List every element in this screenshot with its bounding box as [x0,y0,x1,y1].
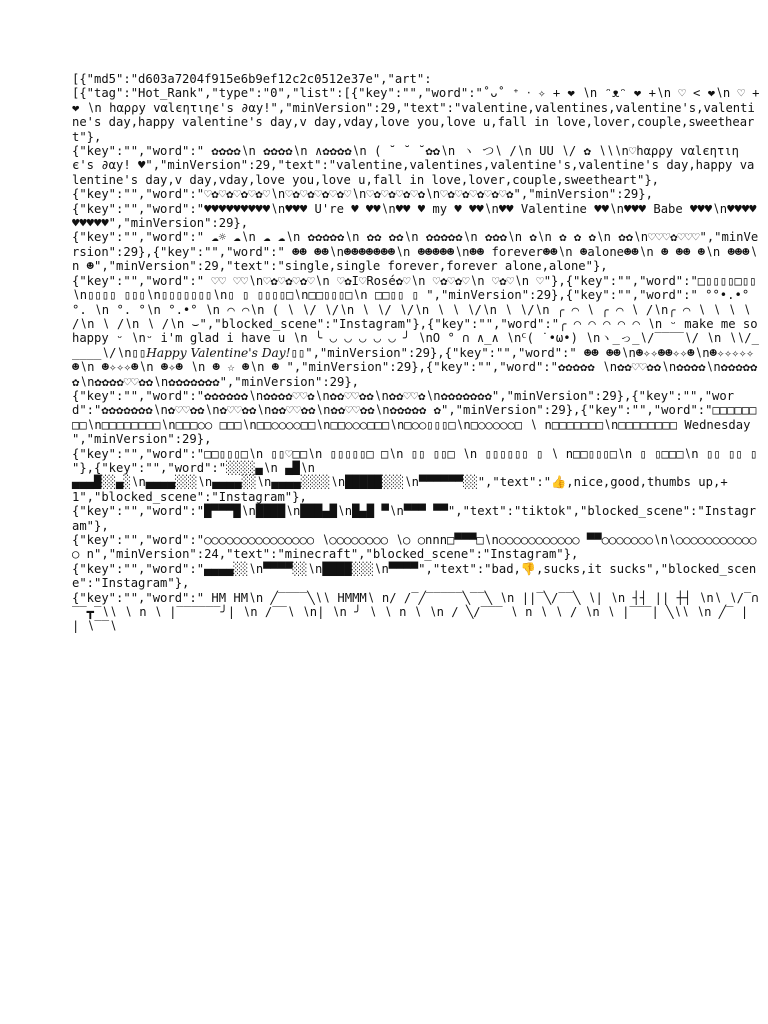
md5-line: [{"md5":"d603a7204f915e6b9ef12c2c0512e37e","art": [72,72,432,86]
entry-2: ","minVersion":29,"text":"valentine,valentines,valentine's,valentine's day,happy valentine's day,v day,vday,love you,love u,fall in love,lover,couple,sweetheart"}, [72,100,755,144]
entry-4: {"key":"","word":"♡✿♡✿♡✿♡✿♡∖n♡✿♡✿♡✿♡✿♡∖n♡✿♡✿♡✿♡✿∖n♡✿♡✿♡✿♡✿♡✿","minVersion":29}, [72,187,653,202]
thumbs-up-art: ▄▄▄█░░▄░∖n▄▄▄▄░░░∖n▄▄▄▄░░∖n▄▄▄▄░░░░∖n█████░░░∖n▀▀▀▀▀▀░░ [72,475,478,490]
bad-tags: ","text":"bad,👎,sucks,it sucks","blocked_scene":"Instagram"}, [72,561,757,591]
tag-line: [{"tag":"Hot_Rank","type":"0","list":[{"key":"","word":" [72,86,483,101]
entry-5: {"key":"","word":"♥♥♥♥♥♥♥♥♥∖n♥♥♥ U're ♥ ♥♥∖n♥♥ ♥ my ♥ ♥♥∖n♥♥ Valentine ♥♥∖n♥♥♥ Babe ♥♥♥∖n♥♥♥♥♥♥♥♥♥","minVersion":29}, [72,201,757,231]
tiktok-tags: ","text":"tiktok","blocked_scene":"Instagram"}, [72,504,757,533]
entry-7: {"key":"","word":" ♡♡ ♡♡∖n♡✿♡✿♡✿♡∖n ♡✿I♡Rosé✿♡∖n ♡✿♡✿♡∖n ♡✿♡∖n ♡"},{"key":"","word":"□▯▯▯▯□▯▯∖n▯▯▯▯ ▯▯▯∖n▯▯▯▯▯▯▯∖n▯ ▯ ▯▯▯▯□∖n□□▯▯▯□∖n □□▯▯ ▯ ","minVersion":29},{"key":"","word":" °°•.•°°. ∖n °. °∖n °.•° ∖n ⌒ ⌒∖n ( ∖ ∖/ ∖/∖n ∖ ∖/ ∖/∖n ∖ ∖ ∖/∖n ∖ ∖/∖n ╭ ⌒ ∖ ╭ ⌒ ∖ /∖n╭ ⌒ ∖ ∖ ∖ ∖ /∖n ∖ /∖n ∖ /∖n ⌣","blocked_scene":"Instagram"},{"key":"","word":"╭ ◠ ◠ ◠ ◠ ◠ ∖n ᵕ make me so happy ᵕ ∖nᵕ i'm glad i have u ∖n ╰ ◡ ◡ ◡ ◡ ◡ ╯ ∖nO ° ∩ ∧_∧ ∖nᑦ( ˙•ω•) ∖nヽ_っ_∖/‾‾‾‾∖/ ∖n ∖∖/_____∖/∖n▯▯ [72,273,765,360]
minecraft-art: {"key":"","word":"○○○○○○○○○○○○○○○ ∖○○○○○○○○ ∖○ ○nnn□▀▀▀□∖n○○○○○○○○○○○ ▀▀○○○○○○○∖n∖○○○○○○○○○○○○ n [72,533,757,562]
entry-19: {"key":"","word":" [72,561,205,576]
entry-11: {"key":"","word":"□□▯▯▯□∖n ▯▯♡□□∖n ▯▯▯▯▯□ □∖n ▯▯ ▯▯□ ∖n ▯▯▯▯▯▯ ▯ ∖ n□□▯▯▯□∖n ▯ ▯□□□∖n ▯▯ ▯▯ ▯ "},{"key":"","word":"░░░░▄∖n ▄█∖n [72,446,765,475]
entry-14: {"key":"","word":" [72,504,205,519]
entry-22: {"key":"","word":" HM HM∖n ╱‾‾‾‾╲∖∖ HMMM∖ n/ /‾╱‾‾‾‾‾╲‾‾╲ ∖n ||‾╲/‾‾╲ ∖| ∖n ┤┤ || ┼┤ ∖n∖ ∖/‾∩‾‾┳‾∖∖ ∖ n ∖ |‾‾‾‾‾‾╯| ∖n ∕‾‾∖ ∖n| ∖n ╯ ∖ ∖ n ∖ ∖n ∕ ╲∕‾‾‾ ∖ n ∖ ∖ / ∖n ∖ |‾‾‾| ╲∖∖ ∖n ╱‾ | | ∖‾‾∖ [72,590,759,634]
entry-9: ▯▯","minVersion":29},{"key":"","word":" ☻☻ ☻☻∖n☻✧✧☻☻✧✧☻∖n☻✧✧✧✧✧☻∖n ☻✧✧✧☻∖n ☻✧☻ ∖n ☻ ☆ ☻∖n ☻ ","minVersion":29},{"key":"","word":"✿✿✿✿✿ ∖n✿✿♡♡✿✿∖n✿✿✿✿∖n✿✿✿✿✿✿∖n✿✿✿✿♡♡✿✿∖n✿✿✿✿✿✿✿","minVersion":29}, [72,345,758,389]
valentine-italic-text: Happy Valentine's Day! [146,345,291,360]
bad-art: ▄▄▄▄░░∖n▀▀▀▀░░∖n████░░░∖n▀▀▀▀ [204,561,419,576]
tiktok-art: █▀▀▀█∖n████∖n███▄█∖n█▄█ ▀∖n▀▀▀ ▀▀ [204,504,448,519]
entry-3: {"key":"","word":" ✿✿✿✿∖n ✿✿✿✿∖n ∧✿✿✿✿∖n ( ˘ ˘ ˘✿✿∖n ヽ つ∖ /∖n UU ∖/ ✿ ∖∖∖n♡hαρρy vαlєητιηє's ∂αy! ♥","minVersion":29,"text":"valentine,valentines,valentine's,valentine's day,happy valentine's day,v day,vday,love you,love u,fall in love,lover,couple,sweetheart"}, [72,144,755,187]
minecraft-tags: ","minVersion":24,"text":"minecraft","blocked_scene":"Instagram"}, [94,547,579,562]
entry-10: {"key":"","word":"✿✿✿✿✿✿∖n✿✿✿✿♡♡✿∖n✿✿♡♡✿✿∖n✿✿♡♡✿∖n✿✿✿✿✿✿✿","minVersion":29},{"key":"","word":"✿✿✿✿✿✿✿∖n✿♡♡✿✿∖n✿♡♡✿✿∖n✿✿♡♡✿✿∖n✿✿♡♡✿✿∖n✿✿✿✿✿ ✿","minVersion":29},{"key":"","word":"□□□□□□□□∖n□□□□□□□□∖n□□□○○ □□□∖n□□○○○○□□∖n□□○○○□□□∖n□○○▯▯▯□∖n□○○○○○□ ∖ n□□□□□□□∖n□□□□□□□□ Wednesday ","minVersion":29}, [72,388,758,447]
entry-6: {"key":"","word":" ☁☼ ☁∖n ☁ ☁∖n ✿✿✿✿✿∖n ✿✿ ✿✿∖n ✿✿✿✿✿∖n ✿✿✿∖n ✿∖n ✿ ✿ ✿∖n ✿✿∖n♡♡♡✿♡♡♡","minVersion":29},{"key":"","word":" ☻☻ ☻☻∖n☻☻☻☻☻☻☻∖n ☻☻☻☻☻∖n☻☻ forever☻☻∖n ☻alone☻☻∖n ☻ ☻☻ ☻∖n ☻☻☻∖n ☻","minVersion":29,"text":"single,single forever,forever alone,alone"}, [72,230,759,274]
json-text-dump [72,72,767,634]
thumbs-up-tags: ","text":"👍,nice,good,thumbs up,+1","blocked_scene":"Instagram"}, [72,475,728,504]
entry-1: ˚ᴗ˚ ⁺ ‧ ✧ + ❤ ∖n ᵔᴥᵔ ❤ +∖n ♡ < ❤∖n ♡ + ❤ ∖n hαρρy vαlєητιηє's ∂αy! [72,86,767,115]
